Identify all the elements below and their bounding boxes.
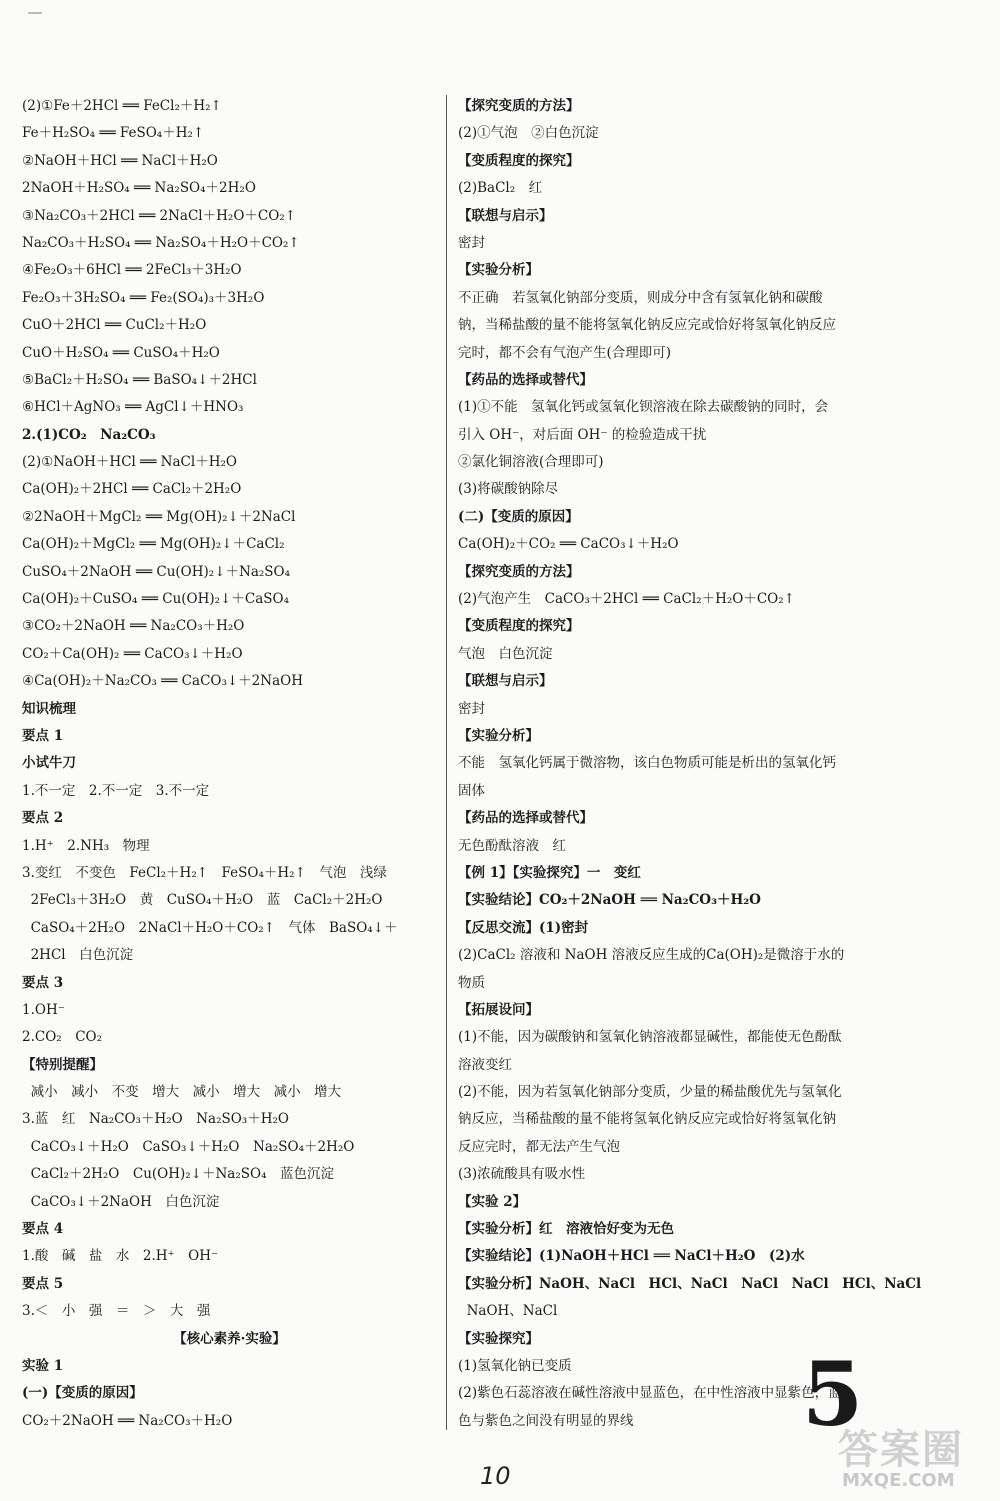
text-line: 1.OH⁻ [22, 1001, 65, 1018]
text-line: CaCO₃↓＋2NaOH 白色沉淀 [22, 1193, 220, 1210]
text-line: ③CO₂＋2NaOH ══ Na₂CO₃＋H₂O [22, 618, 245, 635]
text-line: (一)【变质的原因】 [22, 1385, 143, 1402]
text-line: Ca(OH)₂＋CuSO₄ ══ Cu(OH)₂↓＋CaSO₄ [22, 591, 289, 608]
text-line: Ca(OH)₂＋2HCl ══ CaCl₂＋2H₂O [22, 481, 242, 498]
text-line: 2NaOH＋H₂SO₄ ══ Na₂SO₄＋2H₂O [22, 180, 256, 197]
text-line: 无色酚酞溶液 红 [458, 837, 566, 854]
text-line: (2)气泡产生 CaCO₃＋2HCl ══ CaCl₂＋H₂O＋CO₂↑ [458, 591, 795, 608]
right-column [458, 93, 978, 1435]
text-line: ④Ca(OH)₂＋Na₂CO₃ ══ CaCO₃↓＋2NaOH [22, 673, 303, 690]
text-line: 3.＜ 小 强 ＝ ＞ 大 强 [22, 1303, 211, 1320]
text-line: (2)不能，因为若氢氧化钠部分变质，少量的稀盐酸优先与氢氧化 [458, 1084, 842, 1101]
text-line: (二)【变质的原因】 [458, 508, 579, 525]
text-line: 不正确 若氢氧化钠部分变质，则成分中含有氢氧化钠和碳酸 [458, 289, 823, 306]
corner-mark [28, 12, 42, 14]
text-line: Ca(OH)₂＋CO₂ ══ CaCO₃↓＋H₂O [458, 536, 679, 553]
text-line: 【实验 2】 [458, 1193, 527, 1210]
text-line: 密封 [458, 700, 485, 717]
text-line: ③Na₂CO₃＋2HCl ══ 2NaCl＋H₂O＋CO₂↑ [22, 207, 297, 224]
text-line: 溶液变红 [458, 1056, 512, 1073]
text-line: 3.变红 不变色 FeCl₂＋H₂↑ FeSO₄＋H₂↑ 气泡 浅绿 [22, 864, 387, 881]
text-line: 3.蓝 红 Na₂CO₃＋H₂O Na₂SO₃＋H₂O [22, 1111, 289, 1128]
text-line: 2FeCl₃＋3H₂O 黄 CuSO₄＋H₂O 蓝 CaCl₂＋2H₂O [22, 892, 383, 909]
large-section-number: 5 [802, 1342, 864, 1446]
text-line: 【药品的选择或替代】 [458, 371, 593, 388]
text-line: 【反思交流】(1)密封 [458, 919, 589, 936]
column-divider [446, 95, 447, 1430]
text-line: 1.H⁺ 2.NH₃ 物理 [22, 837, 150, 854]
text-line: 知识梳理 [22, 700, 76, 717]
text-line: 【实验分析】 [458, 262, 539, 279]
text-line: (3)浓硫酸具有吸水性 [458, 1166, 586, 1183]
text-line: (1)不能，因为碳酸钠和氢氧化钠溶液都显碱性，都能使无色酚酞 [458, 1029, 842, 1046]
text-line: 【实验分析】红 溶液恰好变为无色 [458, 1221, 674, 1238]
text-line: Na₂CO₃＋H₂SO₄ ══ Na₂SO₄＋H₂O＋CO₂↑ [22, 234, 300, 251]
text-line: CaCO₃↓＋H₂O CaSO₃↓＋H₂O Na₂SO₄＋2H₂O [22, 1138, 355, 1155]
text-line: 【实验结论】CO₂＋2NaOH ══ Na₂CO₃＋H₂O [458, 892, 761, 909]
text-line: 【核心素养·实验】 [173, 1330, 286, 1347]
text-line: 钠，当稀盐酸的量不能将氢氧化钠反应完或恰好将氢氧化钠反应 [458, 317, 836, 334]
text-line: 2.CO₂ CO₂ [22, 1029, 102, 1046]
text-line: (2)①NaOH＋HCl ══ NaCl＋H₂O [22, 454, 237, 471]
text-line: 【实验结论】(1)NaOH＋HCl ══ NaCl＋H₂O (2)水 [458, 1248, 805, 1265]
text-line: Fe₂O₃＋3H₂SO₄ ══ Fe₂(SO₄)₃＋3H₂O [22, 289, 265, 306]
text-line: CO₂＋Ca(OH)₂ ══ CaCO₃↓＋H₂O [22, 645, 243, 662]
text-line: 【变质程度的探究】 [458, 152, 580, 169]
text-line: ⑤BaCl₂＋H₂SO₄ ══ BaSO₄↓＋2HCl [22, 371, 257, 388]
text-line: 密封 [458, 234, 485, 251]
text-line: CuO＋2HCl ══ CuCl₂＋H₂O [22, 317, 207, 334]
text-line: 物质 [458, 974, 485, 991]
text-line: 【实验分析】NaOH、NaCl HCl、NaCl NaCl NaCl HCl、NaCl [458, 1275, 922, 1292]
text-line: Fe＋H₂SO₄ ══ FeSO₄＋H₂↑ [22, 125, 205, 142]
text-line: 固体 [458, 782, 485, 799]
page-number: 10 [480, 1462, 511, 1490]
text-line: 【联想与启示】 [458, 673, 553, 690]
text-line: 2.(1)CO₂ Na₂CO₃ [22, 426, 156, 443]
text-line: 小试牛刀 [22, 755, 76, 772]
text-line: 实验 1 [22, 1357, 64, 1374]
text-line: CaSO₄＋2H₂O 2NaCl＋H₂O＋CO₂↑ 气体 BaSO₄↓＋ [22, 919, 398, 936]
text-line: 【探究变质的方法】 [458, 563, 580, 580]
text-line: CO₂＋2NaOH ══ Na₂CO₃＋H₂O [22, 1412, 233, 1429]
text-line: 2HCl 白色沉淀 [22, 947, 134, 964]
text-line: ②氯化铜溶液(合理即可) [458, 454, 604, 471]
text-line: (2)BaCl₂ 红 [458, 180, 543, 197]
text-line: (2)①Fe＋2HCl ══ FeCl₂＋H₂↑ [22, 98, 222, 114]
text-line: 要点 2 [22, 810, 64, 827]
text-line: 引入 OH⁻，对后面 OH⁻ 的检验造成干扰 [458, 426, 707, 443]
text-line: 要点 1 [22, 727, 64, 744]
text-line: 【拓展设问】 [458, 1001, 539, 1018]
text-line: 要点 3 [22, 974, 64, 991]
text-line: 【变质程度的探究】 [458, 618, 580, 635]
text-line: (2)①气泡 ②白色沉淀 [458, 125, 599, 142]
text-line: 【实验探究】 [458, 1330, 539, 1347]
text-line: Ca(OH)₂＋MgCl₂ ══ Mg(OH)₂↓＋CaCl₂ [22, 536, 285, 553]
watermark-logo: 答案圈 [838, 1427, 964, 1473]
text-line: ⑥HCl＋AgNO₃ ══ AgCl↓＋HNO₃ [22, 399, 244, 416]
text-line: 【实验分析】 [458, 727, 539, 744]
left-column [22, 93, 437, 1435]
text-line: 1.不一定 2.不一定 3.不一定 [22, 782, 210, 799]
text-line: 【特别提醒】 [22, 1056, 103, 1073]
text-line: (2)紫色石蕊溶液在碱性溶液中显蓝色，在中性溶液中显紫色，蓝 [458, 1385, 842, 1402]
text-line: CuSO₄＋2NaOH ══ Cu(OH)₂↓＋Na₂SO₄ [22, 563, 291, 580]
text-line: 【探究变质的方法】 [458, 98, 580, 114]
text-line: 【药品的选择或替代】 [458, 810, 593, 827]
text-line: CaCl₂＋2H₂O Cu(OH)₂↓＋Na₂SO₄ 蓝色沉淀 [22, 1166, 334, 1183]
text-line: 钠反应，当稀盐酸的量不能将氢氧化钠反应完或恰好将氢氧化钠 [458, 1111, 836, 1128]
text-line: 完时，都不会有气泡产生(合理即可) [458, 344, 672, 361]
text-line: NaOH、NaCl [458, 1303, 558, 1320]
text-line: ②NaOH＋HCl ══ NaCl＋H₂O [22, 152, 218, 169]
text-line: 【联想与启示】 [458, 207, 553, 224]
watermark-url: MXQE.COM [842, 1470, 955, 1491]
text-line: 不能 氢氧化钙属于微溶物，该白色物质可能是析出的氢氧化钙 [458, 755, 836, 772]
text-line: 要点 5 [22, 1275, 64, 1292]
text-line: (1)①不能 氢氧化钙或氢氧化钡溶液在除去碳酸钠的同时，会 [458, 399, 829, 416]
text-line: 【例 1】【实验探究】一 变红 [458, 864, 641, 881]
text-line: 色与紫色之间没有明显的界线 [458, 1412, 634, 1429]
text-line: 气泡 白色沉淀 [458, 645, 553, 662]
text-line: ④Fe₂O₃＋6HCl ══ 2FeCl₃＋3H₂O [22, 262, 242, 279]
text-line: (1)氢氧化钠已变质 [458, 1357, 572, 1374]
text-line: 反应完时，都无法产生气泡 [458, 1138, 620, 1155]
text-line: ②2NaOH＋MgCl₂ ══ Mg(OH)₂↓＋2NaCl [22, 508, 296, 525]
text-line: (2)CaCl₂ 溶液和 NaOH 溶液反应生成的Ca(OH)₂是微溶于水的 [458, 947, 845, 964]
text-line: (3)将碳酸钠除尽 [458, 481, 559, 498]
text-line: 1.酸 碱 盐 水 2.H⁺ OH⁻ [22, 1248, 219, 1265]
text-line: 减小 减小 不变 增大 减小 增大 减小 增大 [22, 1084, 342, 1101]
text-line: CuO＋H₂SO₄ ══ CuSO₄＋H₂O [22, 344, 220, 361]
text-line: 要点 4 [22, 1221, 64, 1238]
